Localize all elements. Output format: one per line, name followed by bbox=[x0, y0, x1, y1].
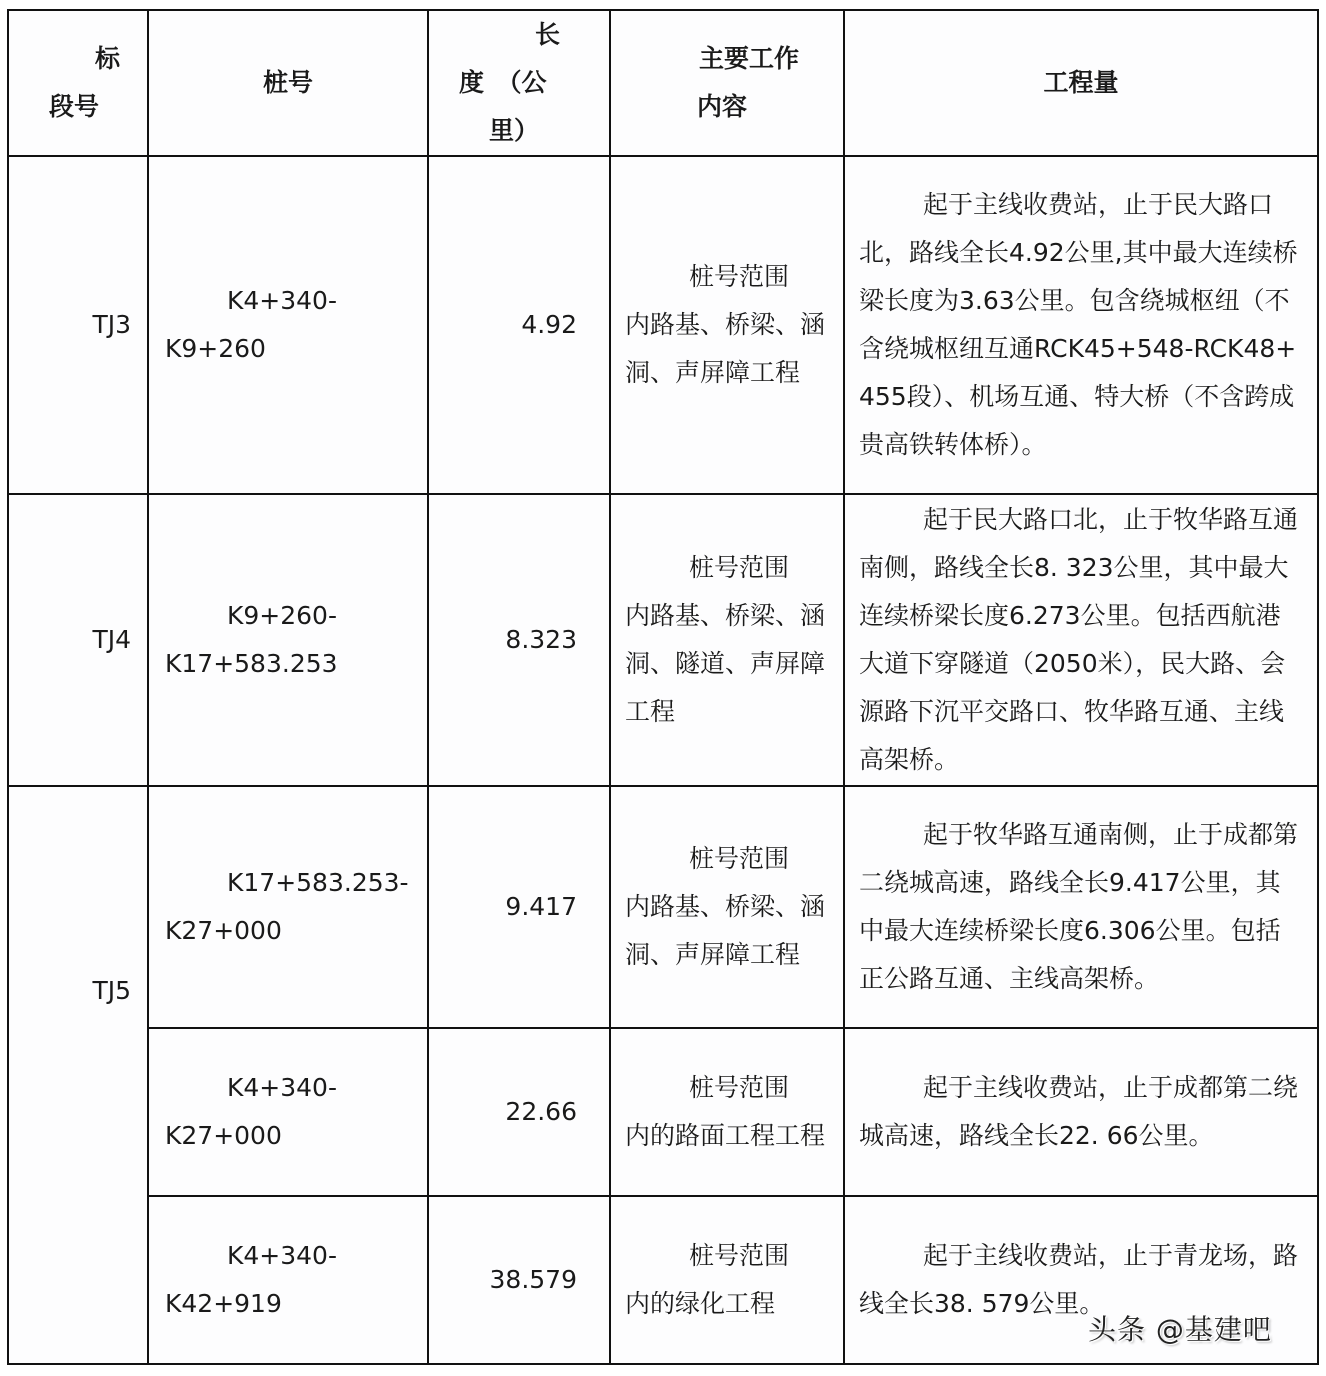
header-main-work: 主要工作 内容 bbox=[610, 10, 844, 156]
quantity-cell: 起于牧华路互通南侧，止于成都第二绕城高速，路线全长9.417公里，其中最大连续桥梁长度6.306公里。包括正公路互通、主线高架桥。 bbox=[844, 786, 1318, 1028]
table-row bbox=[8, 1028, 1318, 1196]
stake-cell: K4+340- K9+260 bbox=[148, 156, 428, 494]
work-content-cell: 桩号范围 内路基、桥梁、涵洞、声屏障工程 bbox=[610, 156, 844, 494]
header-length-km: 长 度 （公 里） bbox=[428, 10, 610, 156]
project-sections-table bbox=[7, 9, 1319, 1365]
length-cell: 8.323 bbox=[428, 494, 610, 786]
stake-cell: K4+340- K42+919 bbox=[148, 1196, 428, 1364]
quantity-cell: 起于民大路口北，止于牧华路互通南侧，路线全长8. 323公里，其中最大连续桥梁长度6.273公里。包括西航港大道下穿隧道（2050米），民大路、会源路下沉平交路口、牧华路互通、主线高架桥。 bbox=[844, 494, 1318, 786]
watermark: 头条 @基建吧 bbox=[1088, 1313, 1272, 1346]
length-cell: 4.92 bbox=[428, 156, 610, 494]
work-content-cell: 桩号范围 内的绿化工程 bbox=[610, 1196, 844, 1364]
table-row bbox=[8, 156, 1318, 494]
length-cell: 9.417 bbox=[428, 786, 610, 1028]
stake-cell: K4+340- K27+000 bbox=[148, 1028, 428, 1196]
header-quantity: 工程量 bbox=[844, 10, 1318, 156]
header-stake-number: 桩号 bbox=[148, 10, 428, 156]
work-content-cell: 桩号范围 内路基、桥梁、涵洞、声屏障工程 bbox=[610, 786, 844, 1028]
segment-cell: TJ3 bbox=[8, 156, 148, 494]
stake-cell: K9+260- K17+583.253 bbox=[148, 494, 428, 786]
work-content-cell: 桩号范围 内的路面工程工程 bbox=[610, 1028, 844, 1196]
table-header-row bbox=[8, 10, 1318, 156]
quantity-cell: 起于主线收费站，止于青龙场，路线全长38. 579公里。 bbox=[844, 1196, 1318, 1364]
header-segment-number: 标 段号 bbox=[8, 10, 148, 156]
table-row bbox=[8, 494, 1318, 786]
quantity-cell: 起于主线收费站，止于民大路口北，路线全长4.92公里,其中最大连续桥梁长度为3.63公里。包含绕城枢纽（不含绕城枢纽互通RCK45+548-RCK48+455段）、机场互通、特大桥（不含跨成贵高铁转体桥）。 bbox=[844, 156, 1318, 494]
length-cell: 38.579 bbox=[428, 1196, 610, 1364]
segment-cell: TJ5 bbox=[8, 786, 148, 1364]
segment-cell: TJ4 bbox=[8, 494, 148, 786]
quantity-cell: 起于主线收费站，止于成都第二绕城高速，路线全长22. 66公里。 bbox=[844, 1028, 1318, 1196]
length-cell: 22.66 bbox=[428, 1028, 610, 1196]
table-row bbox=[8, 786, 1318, 1028]
stake-cell: K17+583.253- K27+000 bbox=[148, 786, 428, 1028]
work-content-cell: 桩号范围 内路基、桥梁、涵洞、隧道、声屏障工程 bbox=[610, 494, 844, 786]
